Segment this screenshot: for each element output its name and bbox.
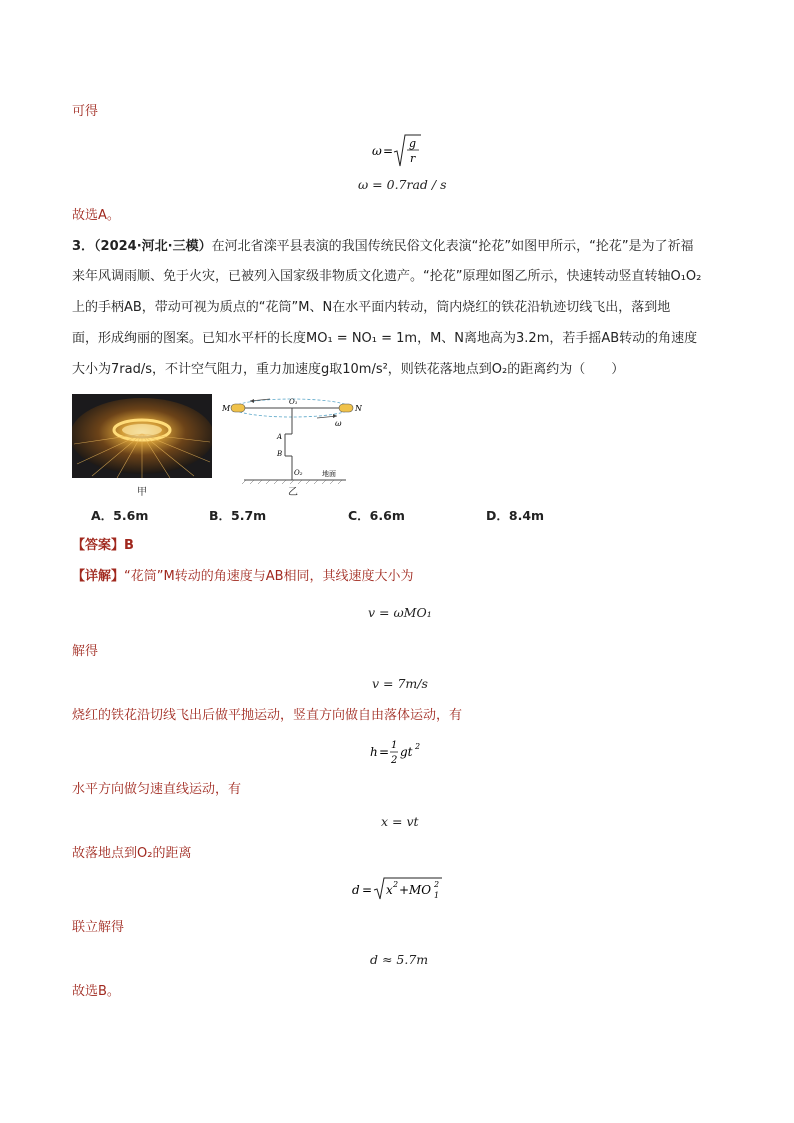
question-line-5: 大小为7rad/s，不计空气阻力，重力加速度g取10m/s²，则铁花落地点到O₂的距离约为（ ） (72, 362, 625, 377)
free-fall-formula (370, 736, 426, 768)
label-ground: 地面 (322, 470, 336, 478)
distance-formula (352, 874, 444, 904)
text-jiede: 解得 (72, 644, 99, 659)
label-o2: O₂ (294, 469, 303, 477)
caption-yi: 乙 (288, 487, 298, 498)
option-d[interactable]: D．8.4m (486, 508, 545, 523)
question-source: （2024·河北·三模） (94, 239, 212, 254)
sqrt-formula (372, 132, 422, 172)
detail-line-4: 故落地点到O₂的距离 (72, 846, 192, 861)
text-kede: 可得 (72, 104, 99, 119)
svg-text:2: 2 (434, 880, 440, 889)
svg-text:MO: MO (409, 883, 432, 897)
option-c[interactable]: C．6.6m (348, 508, 405, 523)
question-line-1 (72, 238, 694, 256)
label-m: M (222, 404, 231, 413)
equation-h (370, 736, 426, 771)
svg-text:h: h (370, 745, 378, 759)
svg-text:r: r (410, 152, 416, 165)
equation-x: x = vt (381, 814, 419, 829)
svg-text:=: = (379, 745, 390, 759)
answer-value: B (124, 538, 134, 553)
option-b[interactable]: B．5.7m (209, 508, 267, 523)
text-choose-a: 故选A。 (72, 208, 120, 223)
text-choose-b: 故选B。 (72, 984, 120, 999)
svg-text:=: = (383, 144, 394, 158)
svg-text:2: 2 (391, 755, 398, 766)
detail-line-1 (72, 568, 414, 586)
question-text-1: 在河北省滦平县表演的我国传统民俗文化表演“抡花”如图甲所示，“抡花”是为了祈福 (211, 239, 694, 254)
answer-line (72, 537, 134, 555)
label-o1: O₁ (289, 398, 298, 406)
equation-d-value: d ≈ 5.7m (370, 952, 429, 967)
photo-lunhua (72, 394, 212, 478)
equation-omega-value: ω = 0.7rad / s (358, 177, 447, 192)
svg-text:x: x (386, 883, 393, 897)
label-b: B (277, 450, 283, 458)
option-a[interactable]: A．5.6m (91, 508, 149, 523)
caption-jia: 甲 (137, 487, 147, 498)
svg-text:2: 2 (415, 742, 421, 751)
equation-v: v = ωMO₁ (368, 605, 432, 620)
svg-text:2: 2 (393, 880, 399, 889)
question-line-3: 上的手柄AB，带动可视为质点的“花筒”M、N在水平面内转动，筒内烧红的铁花沿轨迹切线飞出，落到地 (72, 300, 671, 315)
equation-d (352, 874, 444, 907)
question-line-4: 面，形成绚丽的图案。已知水平杆的长度MO₁ = NO₁ = 1m，M、N离地高为3.2m，若手摇AB转动的角速度 (72, 331, 698, 346)
svg-text:+: + (399, 883, 410, 897)
svg-text:1: 1 (391, 740, 398, 751)
svg-text:=: = (362, 883, 373, 897)
detail-line-3: 水平方向做匀速直线运动，有 (72, 782, 242, 797)
equation-v-value: v = 7m/s (372, 676, 428, 691)
svg-text:1: 1 (434, 891, 440, 900)
equation-omega-sqrt (372, 132, 422, 175)
question-number: 3． (72, 239, 95, 254)
detail-line-2: 烧红的铁花沿切线飞出后做平抛运动，竖直方向做自由落体运动，有 (72, 708, 463, 723)
diagram-lunhua (222, 394, 362, 494)
svg-text:d: d (352, 883, 360, 897)
svg-text:g: g (409, 137, 417, 150)
detail-tag: 【详解】 (72, 569, 125, 584)
detail-text-1: “花筒”M转动的角速度与AB相同，其线速度大小为 (124, 569, 414, 584)
detail-line-5: 联立解得 (72, 920, 125, 935)
svg-text:gt: gt (400, 745, 413, 759)
svg-text:ω: ω (372, 144, 382, 158)
question-line-2: 来年风调雨顺、免于火灾，已被列入国家级非物质文化遗产。“抡花”原理如图乙所示，快速转动竖直转轴O₁O₂ (72, 269, 702, 284)
label-n: N (355, 404, 362, 413)
label-a: A (277, 433, 283, 441)
answer-tag: 【答案】 (72, 538, 125, 553)
label-omega: ω (335, 419, 342, 428)
